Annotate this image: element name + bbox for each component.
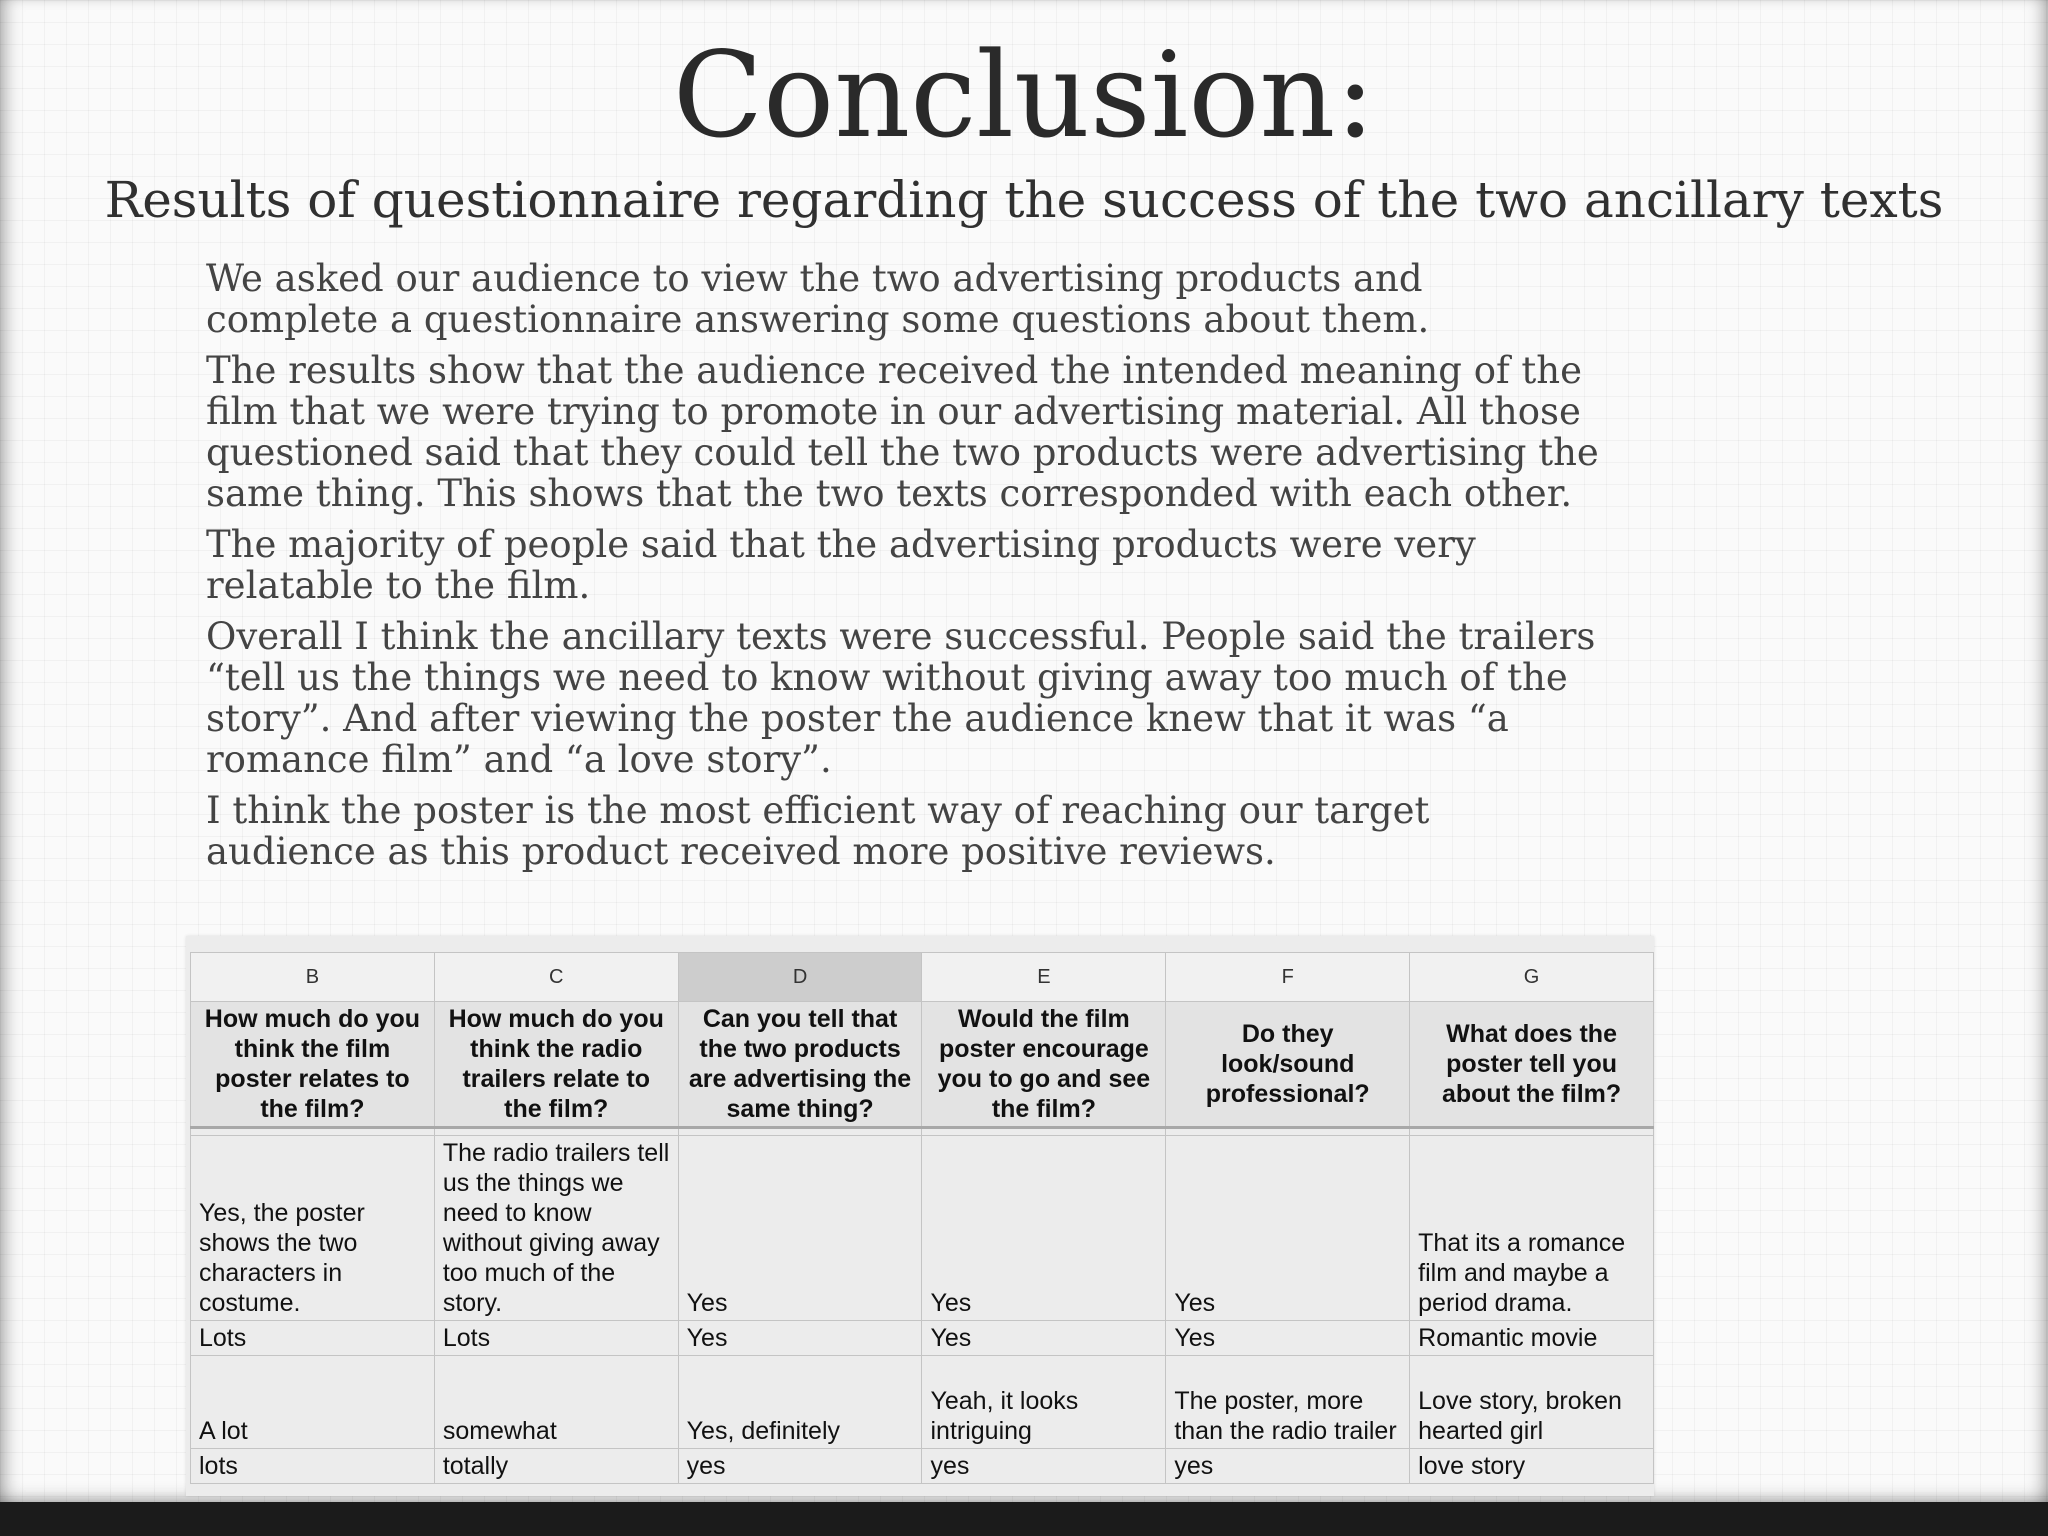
body-text	[206, 258, 1606, 882]
table-row	[191, 1321, 1654, 1356]
table-cell[interactable]: Yes	[922, 1321, 1166, 1356]
table-cell[interactable]: yes	[922, 1449, 1166, 1484]
question-cell[interactable]: Would the film poster encourage you to go and see the film?	[922, 1002, 1166, 1128]
table-cell[interactable]: That its a romance film and maybe a period drama.	[1410, 1136, 1654, 1321]
column-header-c[interactable]: C	[434, 953, 678, 1002]
table-cell[interactable]: Yes, the poster shows the two characters in costume.	[191, 1136, 435, 1321]
paragraph: The majority of people said that the advertising products were very relatable to the film.	[206, 523, 1476, 607]
column-header-b[interactable]: B	[191, 953, 435, 1002]
table-row	[191, 1449, 1654, 1484]
table-cell[interactable]: Lots	[191, 1321, 435, 1356]
table-cell[interactable]: Yes, definitely	[678, 1356, 922, 1449]
frozen-divider	[191, 1128, 1654, 1136]
table-row	[191, 1136, 1654, 1321]
table-cell[interactable]: The radio trailers tell us the things we need to know without giving away too much of the story.	[434, 1136, 678, 1321]
table-cell[interactable]: love story	[1410, 1449, 1654, 1484]
table-cell[interactable]: Yes	[1166, 1321, 1410, 1356]
questionnaire-spreadsheet	[186, 936, 1654, 1496]
table-cell[interactable]: Yes	[922, 1136, 1166, 1321]
table-cell[interactable]: Yes	[678, 1321, 922, 1356]
table-cell[interactable]: somewhat	[434, 1356, 678, 1449]
question-cell[interactable]: What does the poster tell you about the film?	[1410, 1002, 1654, 1128]
paragraph: Overall I think the ancillary texts were successful. People said the trailers “tell us the things we need to know without giving away too much of the story”. And after viewing the poster the audience knew that it was “a romance film” and “a love story”.	[206, 615, 1596, 781]
table-cell[interactable]: yes	[678, 1449, 922, 1484]
table-cell[interactable]: A lot	[191, 1356, 435, 1449]
question-cell[interactable]: Can you tell that the two products are advertising the same thing?	[678, 1002, 922, 1128]
paragraph: I think the poster is the most efficient way of reaching our target audience as this product received more positive reviews.	[206, 789, 1430, 873]
table-cell[interactable]: Lots	[434, 1321, 678, 1356]
paragraph: The results show that the audience received the intended meaning of the film that we were trying to promote in our advertising material. All those questioned said that they could tell the two products were advertising the same thing. This shows that the two texts corresponded with each other.	[206, 349, 1599, 515]
slide-subtitle: Results of questionnaire regarding the success of the two ancillary texts	[104, 171, 1944, 229]
table-cell[interactable]: Yes	[678, 1136, 922, 1321]
column-header-e[interactable]: E	[922, 953, 1166, 1002]
question-cell[interactable]: Do they look/sound professional?	[1166, 1002, 1410, 1128]
column-header-f[interactable]: F	[1166, 953, 1410, 1002]
column-header-d[interactable]: D	[678, 953, 922, 1002]
question-row	[191, 1002, 1654, 1128]
slide-title: Conclusion:	[672, 26, 1376, 164]
column-header-g[interactable]: G	[1410, 953, 1654, 1002]
table-cell[interactable]: Yeah, it looks intriguing	[922, 1356, 1166, 1449]
question-cell[interactable]: How much do you think the radio trailers relate to the film?	[434, 1002, 678, 1128]
table-cell[interactable]: totally	[434, 1449, 678, 1484]
table-cell[interactable]: lots	[191, 1449, 435, 1484]
table-cell[interactable]: The poster, more than the radio trailer	[1166, 1356, 1410, 1449]
table-cell[interactable]: Yes	[1166, 1136, 1410, 1321]
paragraph: We asked our audience to view the two advertising products and complete a questionnaire answering some questions about them.	[206, 257, 1430, 341]
table-cell[interactable]: yes	[1166, 1449, 1410, 1484]
question-cell[interactable]: How much do you think the film poster relates to the film?	[191, 1002, 435, 1128]
column-header-row	[191, 953, 1654, 1002]
table-cell[interactable]: Love story, broken hearted girl	[1410, 1356, 1654, 1449]
table-row	[191, 1356, 1654, 1449]
table-cell[interactable]: Romantic movie	[1410, 1321, 1654, 1356]
results-table	[190, 952, 1654, 1484]
